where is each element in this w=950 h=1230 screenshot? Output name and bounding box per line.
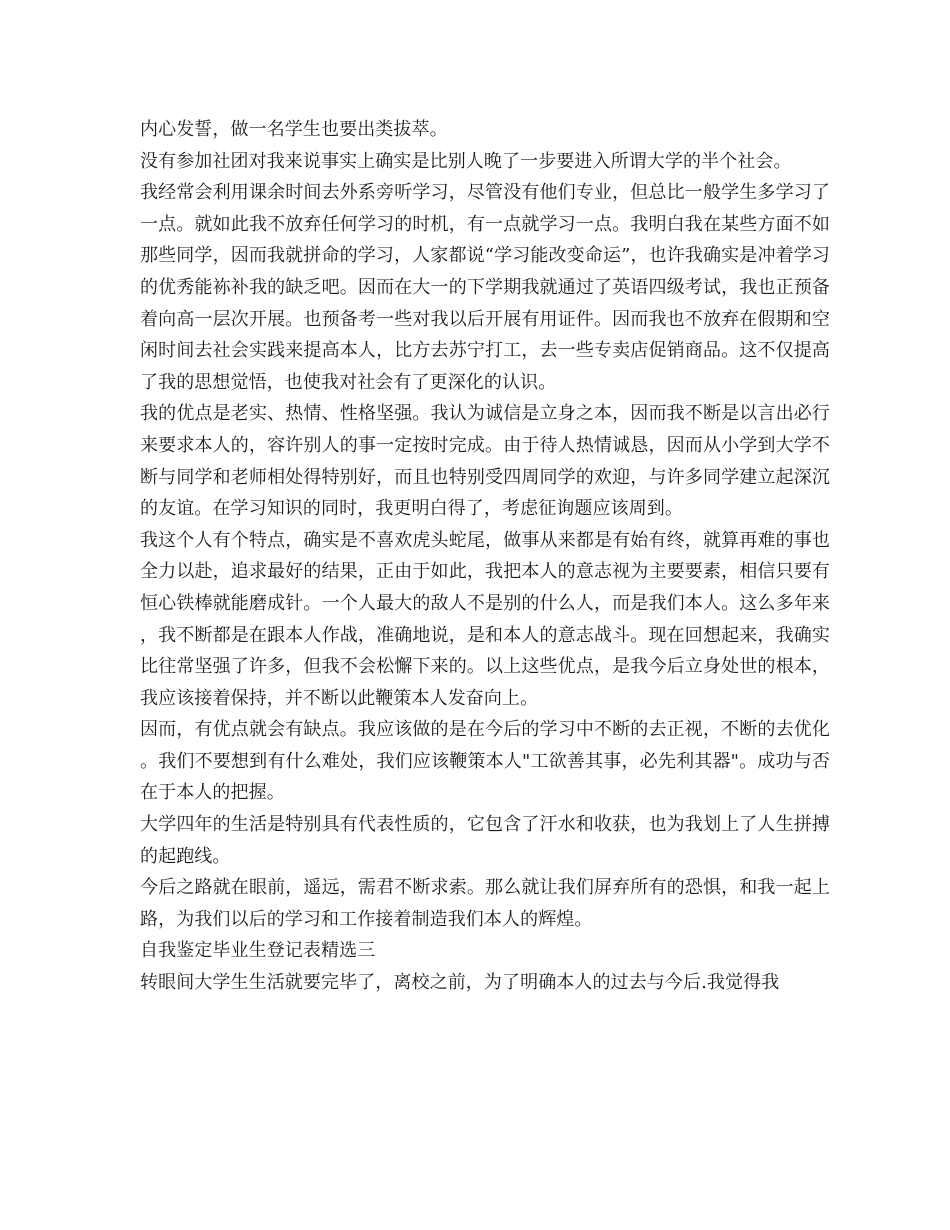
paragraph-5: 我这个人有个特点，确实是不喜欢虎头蛇尾，做事从来都是有始有终，就算再难的事也全力以赴，追求最好的结果，正由于如此，我把本人的意志视为主要要素，相信只要有恒心铁棒就能磨成针。一个人最大的敌人不是别的什么人，而是我们本人。这么多年来，我不断都是在跟本人作战，准确地说，是和本人的意志战斗。现在回想起来，我确实比往常坚强了许多，但我不会松懈下来的。以上这些优点，是我今后立身处世的根本，我应该接着保持，并不断以此鞭策本人发奋向上。 (140, 529, 830, 709)
paragraph-4: 我的优点是老实、热情、性格坚强。我认为诚信是立身之本，因而我不断是以言出必行来要求本人的，容许别人的事一定按时完成。由于待人热情诚恳，因而从小学到大学不断与同学和老师相处得特别好，而且也特别受四周同学的欢迎，与许多同学建立起深沉的友谊。在学习知识的同时，我更明白得了，考虑征询题应该周到。 (140, 403, 830, 520)
paragraph-2: 没有参加社团对我来说事实上确实是比别人晚了一步要进入所谓大学的半个社会。 (140, 150, 792, 172)
paragraph-8: 今后之路就在眼前，遥远，需君不断求索。那么就让我们屏弃所有的恐惧，和我一起上路，为我们以后的学习和工作接着制造我们本人的辉煌。 (140, 877, 830, 930)
document-body (140, 114, 830, 999)
paragraph-10: 转眼间大学生生活就要完毕了，离校之前，为了明确本人的过去与今后.我觉得我 (140, 972, 780, 994)
paragraph-7: 大学四年的生活是特别具有代表性质的，它包含了汗水和收获，也为我划上了人生拼搏的起跑线。 (140, 814, 830, 867)
section-heading: 自我鉴定毕业生登记表精选三 (140, 940, 376, 962)
paragraph-3: 我经常会利用课余时间去外系旁听学习，尽管没有他们专业，但总比一般学生多学习了一点。就如此我不放弃任何学习的时机，有一点就学习一点。我明白我在某些方面不如那些同学，因而我就拼命的学习，人家都说“学习能改变命运”，也许我确实是冲着学习的优秀能袮补我的缺乏吧。因而在大一的下学期我就通过了英语四级考试，我也正预备着向高一层次开展。也预备考一些对我以后开展有用证件。因而我也不放弃在假期和空闲时间去社会实践来提高本人，比方去苏宁打工，去一些专卖店促销商品。这不仅提高了我的思想觉悟，也使我对社会有了更深化的认识。 (140, 182, 830, 393)
paragraph-1: 内心发誓，做一名学生也要出类拔萃。 (140, 119, 448, 140)
paragraph-6: 因而，有优点就会有缺点。我应该做的是在今后的学习中不断的去正视，不断的去优化。我们不要想到有什么难处，我们应该鞭策本人"工欲善其事，必先利其器"。成功与否在于本人的把握。 (140, 719, 830, 804)
